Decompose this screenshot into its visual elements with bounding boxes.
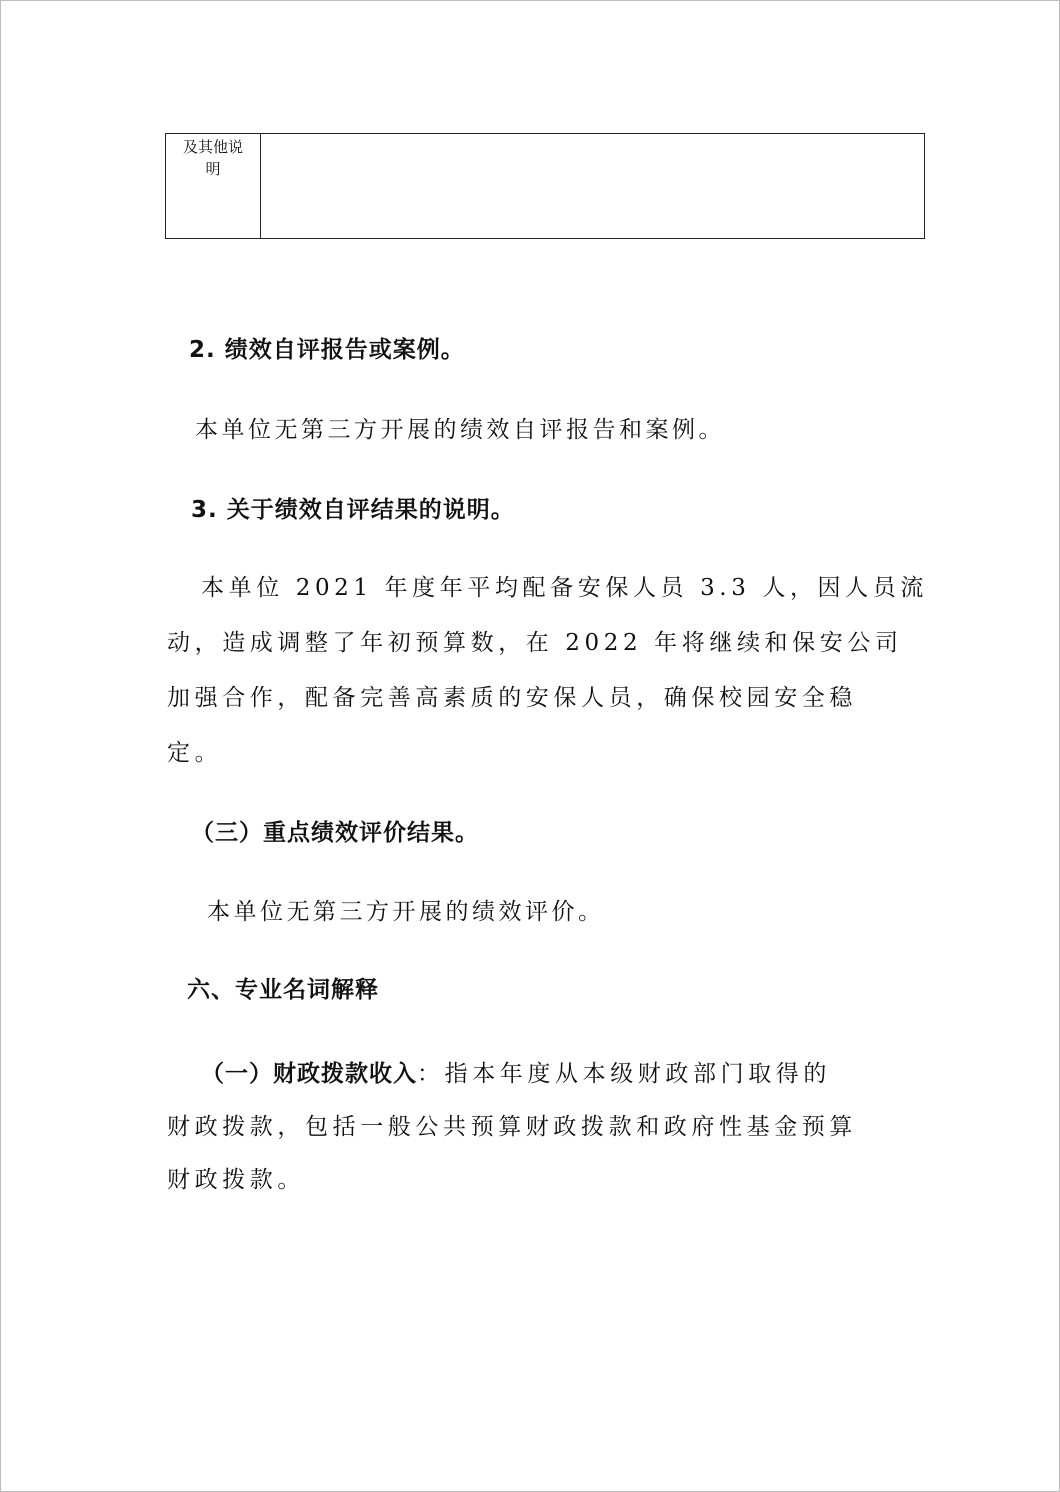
table-content-cell xyxy=(261,134,924,238)
section-2-heading: 2. 绩效自评报告或案例。 xyxy=(189,337,465,363)
section-3-body-line-2: 动，造成调整了年初预算数，在 2022 年将继续和保安公司 xyxy=(167,630,903,656)
section-3-body-line-4: 定。 xyxy=(167,740,223,766)
section-2-body: 本单位无第三方开展的绩效自评报告和案例。 xyxy=(195,417,725,443)
key-eval-body: 本单位无第三方开展的绩效评价。 xyxy=(207,899,605,925)
key-eval-heading: （三）重点绩效评价结果。 xyxy=(191,820,479,846)
table-row xyxy=(165,133,925,239)
term-1-line-3: 财政拨款。 xyxy=(167,1167,305,1193)
term-1-first-line xyxy=(201,1055,831,1088)
table-label-line-1: 及其他说 xyxy=(182,138,243,156)
section-3-body-line-3: 加强合作，配备完善高素质的安保人员，确保校园安全稳 xyxy=(167,685,857,711)
section-3-body-line-1: 本单位 2021 年度年平均配备安保人员 3.3 人，因人员流 xyxy=(201,575,928,601)
section-six-heading: 六、专业名词解释 xyxy=(187,977,379,1003)
table-label-line-2: 明 xyxy=(205,160,221,178)
term-1-label: （一）财政拨款收入 xyxy=(201,1061,417,1087)
section-3-heading: 3. 关于绩效自评结果的说明。 xyxy=(191,497,515,523)
term-1-colon: ： xyxy=(417,1061,445,1087)
term-1-line-2: 财政拨款，包括一般公共预算财政拨款和政府性基金预算 xyxy=(167,1114,857,1140)
term-1-line-1: 指本年度从本级财政部门取得的 xyxy=(444,1061,832,1087)
table-label-cell xyxy=(166,134,261,238)
